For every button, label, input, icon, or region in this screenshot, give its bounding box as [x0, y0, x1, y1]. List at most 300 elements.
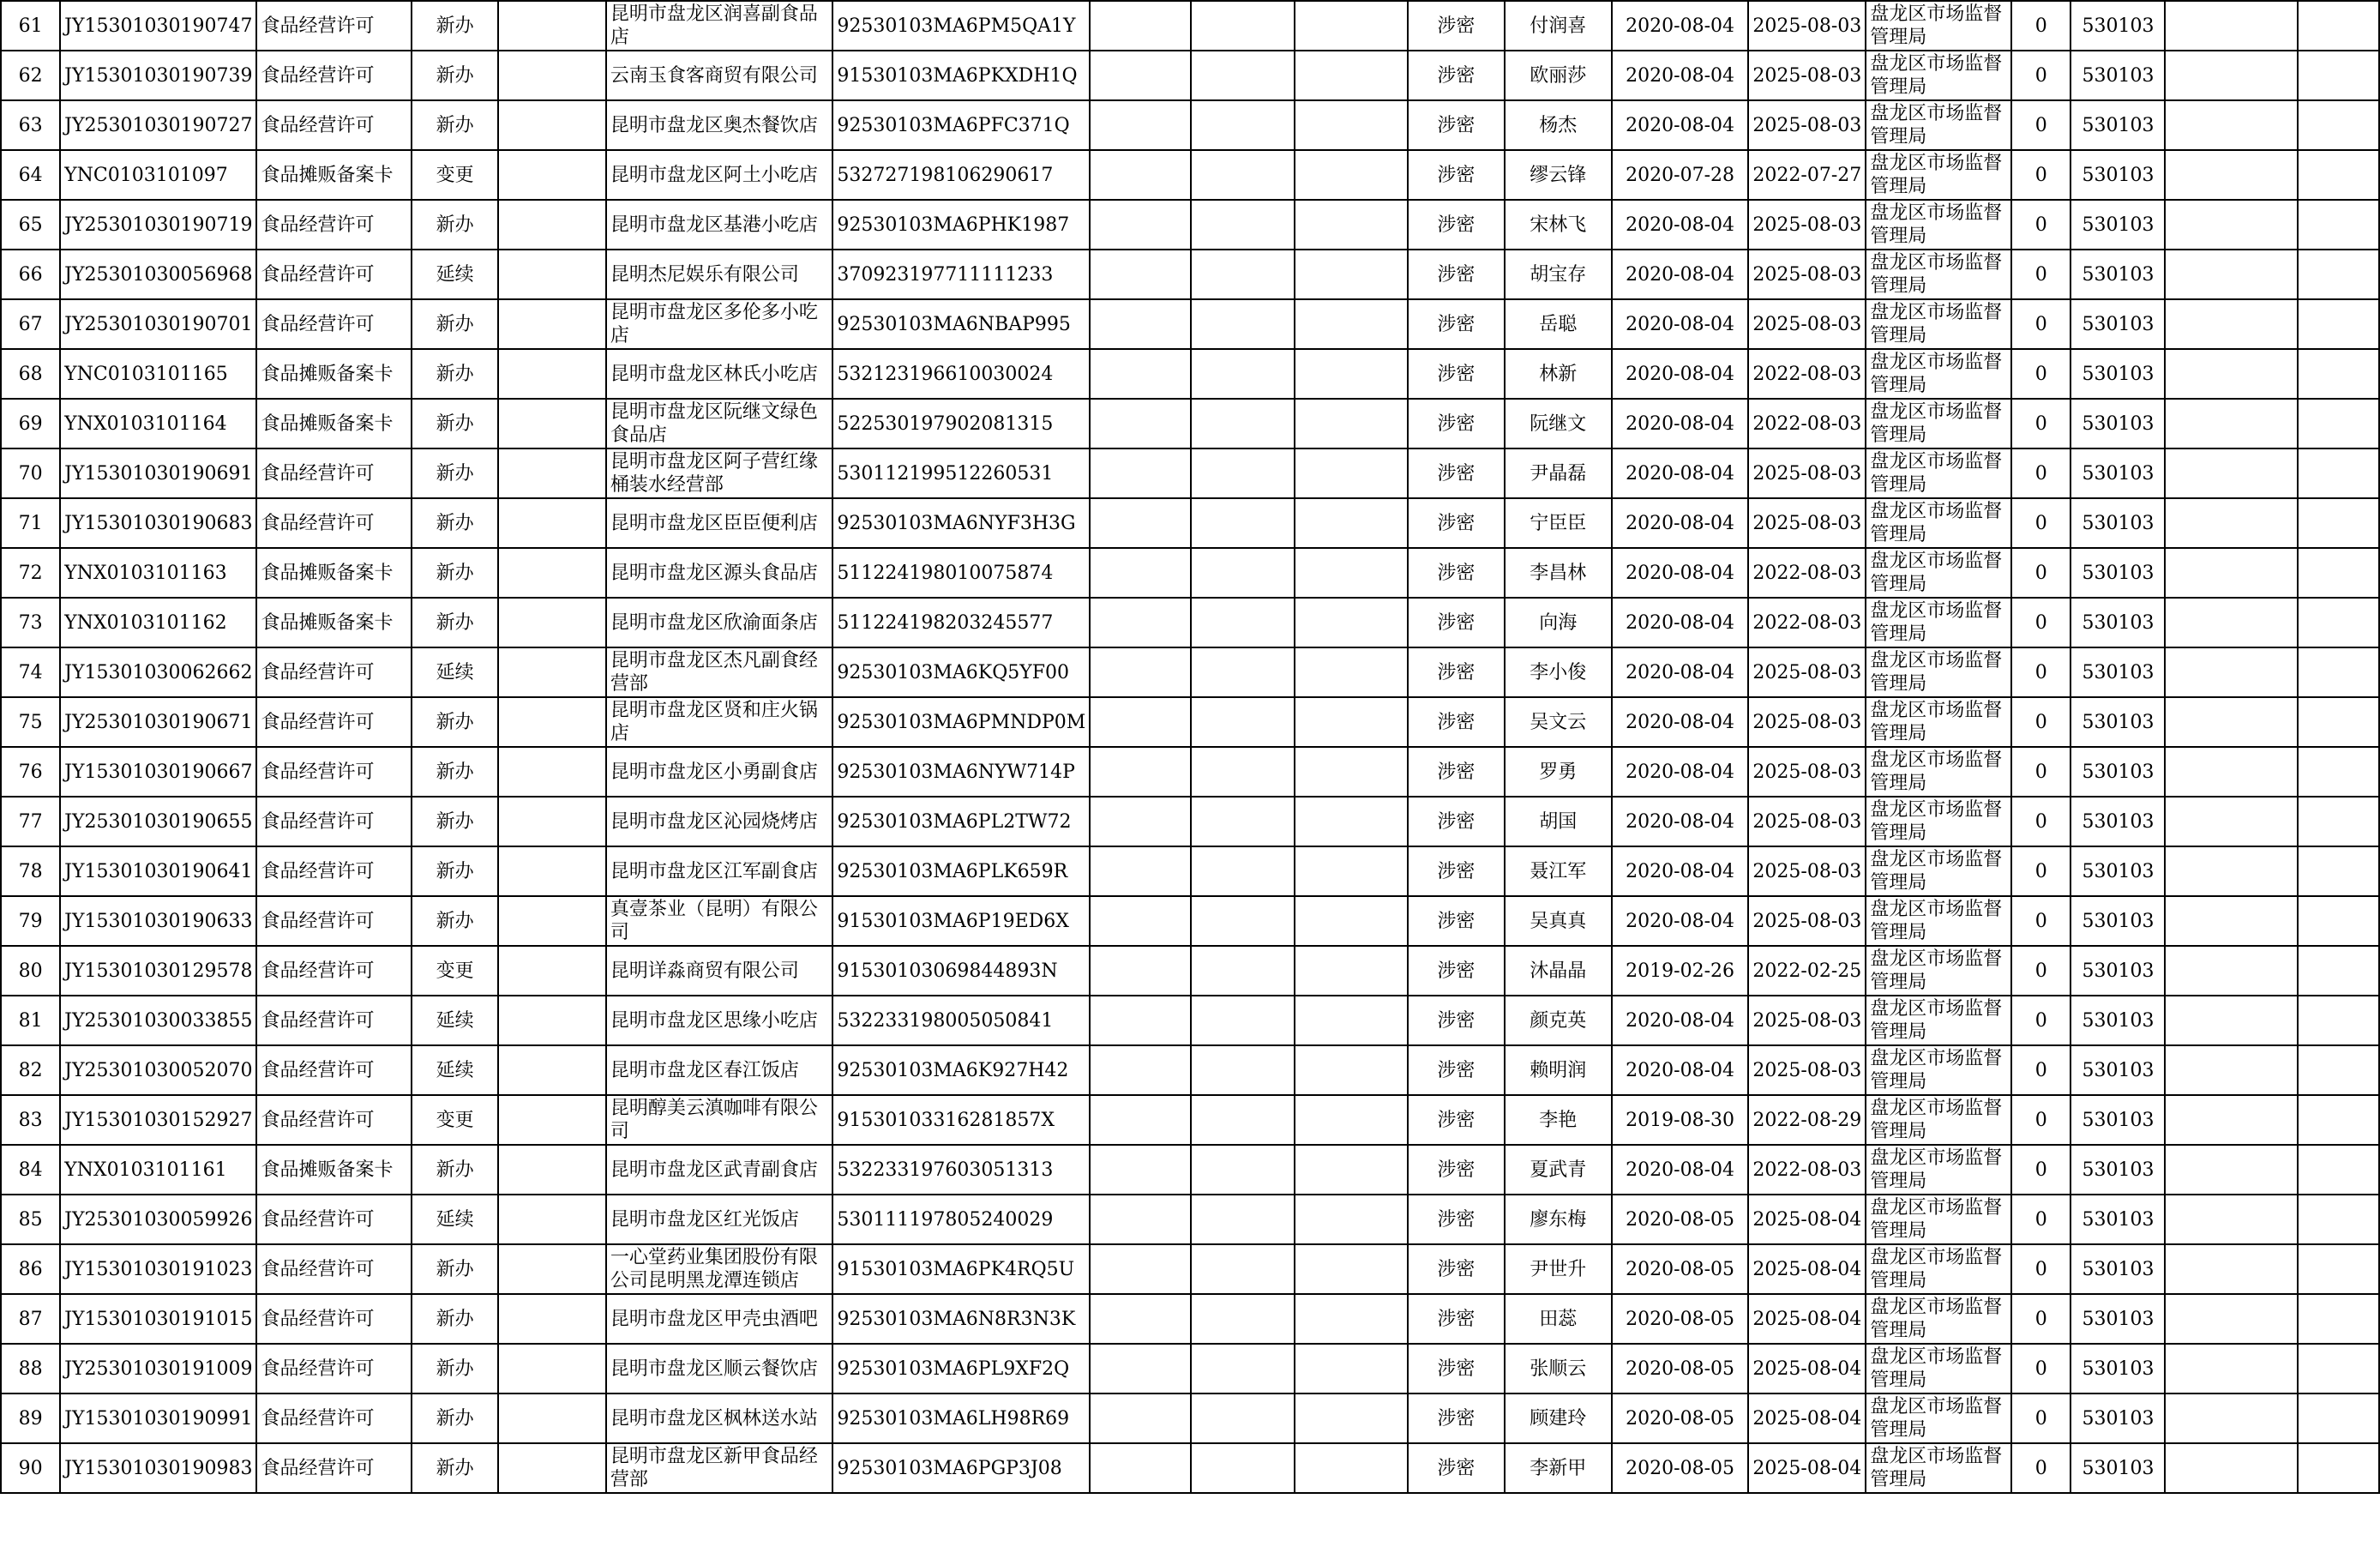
cell-legal-person[interactable]: 宋林飞	[1505, 200, 1612, 250]
cell-blank-col-8[interactable]	[1090, 1394, 1191, 1443]
cell-business-type[interactable]: 延续	[412, 647, 497, 697]
cell-row-number[interactable]: 83	[1, 1095, 60, 1145]
cell-status-code[interactable]: 0	[2011, 299, 2070, 349]
cell-blank-col-18[interactable]	[2165, 299, 2297, 349]
cell-blank-col-18[interactable]	[2165, 498, 2297, 548]
cell-business-type[interactable]: 新办	[412, 896, 497, 946]
cell-row-number[interactable]: 71	[1, 498, 60, 548]
cell-region-code[interactable]: 530103	[2070, 946, 2165, 996]
cell-region-code[interactable]: 530103	[2070, 399, 2165, 448]
cell-legal-person[interactable]: 沐晶晶	[1505, 946, 1612, 996]
cell-blank-col-19[interactable]	[2298, 1195, 2379, 1244]
cell-business-name[interactable]: 昆明市盘龙区臣臣便利店	[606, 498, 833, 548]
cell-business-type[interactable]: 新办	[412, 598, 497, 647]
cell-confidentiality[interactable]: 涉密	[1408, 1244, 1505, 1294]
cell-business-name[interactable]: 昆明市盘龙区林氏小吃店	[606, 349, 833, 399]
cell-confidentiality[interactable]: 涉密	[1408, 349, 1505, 399]
cell-credit-code[interactable]: 511224198010075874	[832, 548, 1090, 598]
cell-authority[interactable]: 盘龙区市场监督管理局	[1866, 896, 2011, 946]
cell-blank-col-9[interactable]	[1191, 51, 1295, 100]
cell-region-code[interactable]: 530103	[2070, 598, 2165, 647]
cell-authority[interactable]: 盘龙区市场监督管理局	[1866, 1294, 2011, 1344]
cell-legal-person[interactable]: 向海	[1505, 598, 1612, 647]
cell-business-type[interactable]: 新办	[412, 448, 497, 498]
cell-blank-col-8[interactable]	[1090, 299, 1191, 349]
cell-region-code[interactable]: 530103	[2070, 846, 2165, 896]
cell-blank-col-18[interactable]	[2165, 1145, 2297, 1195]
cell-valid-from[interactable]: 2020-08-04	[1612, 100, 1749, 150]
cell-valid-from[interactable]: 2020-08-04	[1612, 1145, 1749, 1195]
cell-license-type[interactable]: 食品经营许可	[256, 1045, 412, 1095]
cell-business-name[interactable]: 昆明市盘龙区多伦多小吃店	[606, 299, 833, 349]
cell-business-name[interactable]: 真壹茶业（昆明）有限公司	[606, 896, 833, 946]
cell-legal-person[interactable]: 林新	[1505, 349, 1612, 399]
cell-license-type[interactable]: 食品经营许可	[256, 299, 412, 349]
cell-blank-col-19[interactable]	[2298, 1, 2379, 51]
cell-valid-to[interactable]: 2025-08-03	[1748, 448, 1866, 498]
cell-blank-col-5[interactable]	[498, 1145, 606, 1195]
cell-blank-col-5[interactable]	[498, 896, 606, 946]
cell-blank-col-8[interactable]	[1090, 200, 1191, 250]
cell-region-code[interactable]: 530103	[2070, 1294, 2165, 1344]
cell-blank-col-19[interactable]	[2298, 548, 2379, 598]
cell-legal-person[interactable]: 尹晶磊	[1505, 448, 1612, 498]
cell-row-number[interactable]: 61	[1, 1, 60, 51]
cell-business-name[interactable]: 昆明市盘龙区江军副食店	[606, 846, 833, 896]
cell-status-code[interactable]: 0	[2011, 598, 2070, 647]
cell-row-number[interactable]: 62	[1, 51, 60, 100]
cell-confidentiality[interactable]: 涉密	[1408, 200, 1505, 250]
cell-license-type[interactable]: 食品摊贩备案卡	[256, 1145, 412, 1195]
cell-blank-col-9[interactable]	[1191, 1145, 1295, 1195]
cell-business-name[interactable]: 昆明醇美云滇咖啡有限公司	[606, 1095, 833, 1145]
cell-business-type[interactable]: 新办	[412, 200, 497, 250]
cell-status-code[interactable]: 0	[2011, 250, 2070, 299]
cell-confidentiality[interactable]: 涉密	[1408, 1294, 1505, 1344]
cell-credit-code[interactable]: 370923197711111233	[832, 250, 1090, 299]
cell-blank-col-5[interactable]	[498, 399, 606, 448]
cell-blank-col-9[interactable]	[1191, 1045, 1295, 1095]
cell-authority[interactable]: 盘龙区市场监督管理局	[1866, 797, 2011, 846]
cell-business-name[interactable]: 昆明市盘龙区枫林送水站	[606, 1394, 833, 1443]
cell-status-code[interactable]: 0	[2011, 1394, 2070, 1443]
cell-business-type[interactable]: 变更	[412, 1095, 497, 1145]
cell-valid-to[interactable]: 2025-08-04	[1748, 1394, 1866, 1443]
cell-blank-col-19[interactable]	[2298, 1045, 2379, 1095]
cell-license-number[interactable]: JY25301030033855	[60, 996, 256, 1045]
cell-region-code[interactable]: 530103	[2070, 1394, 2165, 1443]
cell-blank-col-5[interactable]	[498, 250, 606, 299]
cell-region-code[interactable]: 530103	[2070, 1095, 2165, 1145]
cell-blank-col-10[interactable]	[1295, 1394, 1408, 1443]
cell-blank-col-10[interactable]	[1295, 1344, 1408, 1394]
cell-valid-to[interactable]: 2025-08-03	[1748, 299, 1866, 349]
cell-status-code[interactable]: 0	[2011, 100, 2070, 150]
cell-region-code[interactable]: 530103	[2070, 697, 2165, 747]
cell-valid-from[interactable]: 2020-08-05	[1612, 1244, 1749, 1294]
cell-valid-to[interactable]: 2022-08-29	[1748, 1095, 1866, 1145]
cell-valid-from[interactable]: 2020-08-05	[1612, 1344, 1749, 1394]
cell-blank-col-5[interactable]	[498, 51, 606, 100]
cell-status-code[interactable]: 0	[2011, 399, 2070, 448]
cell-authority[interactable]: 盘龙区市场监督管理局	[1866, 299, 2011, 349]
cell-legal-person[interactable]: 罗勇	[1505, 747, 1612, 797]
cell-authority[interactable]: 盘龙区市场监督管理局	[1866, 1443, 2011, 1493]
cell-valid-from[interactable]: 2020-08-04	[1612, 349, 1749, 399]
cell-blank-col-9[interactable]	[1191, 647, 1295, 697]
cell-blank-col-8[interactable]	[1090, 647, 1191, 697]
cell-blank-col-5[interactable]	[498, 1195, 606, 1244]
cell-business-type[interactable]: 延续	[412, 996, 497, 1045]
cell-confidentiality[interactable]: 涉密	[1408, 896, 1505, 946]
cell-status-code[interactable]: 0	[2011, 1145, 2070, 1195]
cell-blank-col-5[interactable]	[498, 846, 606, 896]
cell-confidentiality[interactable]: 涉密	[1408, 1045, 1505, 1095]
cell-business-type[interactable]: 新办	[412, 498, 497, 548]
cell-status-code[interactable]: 0	[2011, 51, 2070, 100]
cell-credit-code[interactable]: 92530103MA6PLK659R	[832, 846, 1090, 896]
cell-valid-to[interactable]: 2025-08-03	[1748, 896, 1866, 946]
cell-confidentiality[interactable]: 涉密	[1408, 100, 1505, 150]
cell-valid-from[interactable]: 2020-08-04	[1612, 299, 1749, 349]
cell-blank-col-18[interactable]	[2165, 548, 2297, 598]
cell-status-code[interactable]: 0	[2011, 548, 2070, 598]
cell-blank-col-5[interactable]	[498, 200, 606, 250]
cell-blank-col-5[interactable]	[498, 150, 606, 200]
cell-blank-col-10[interactable]	[1295, 647, 1408, 697]
cell-region-code[interactable]: 530103	[2070, 647, 2165, 697]
cell-status-code[interactable]: 0	[2011, 996, 2070, 1045]
cell-blank-col-9[interactable]	[1191, 448, 1295, 498]
cell-business-type[interactable]: 新办	[412, 1443, 497, 1493]
cell-business-type[interactable]: 延续	[412, 1195, 497, 1244]
cell-blank-col-9[interactable]	[1191, 996, 1295, 1045]
cell-blank-col-5[interactable]	[498, 598, 606, 647]
cell-business-type[interactable]: 新办	[412, 1294, 497, 1344]
cell-valid-from[interactable]: 2020-08-05	[1612, 1294, 1749, 1344]
cell-blank-col-9[interactable]	[1191, 349, 1295, 399]
cell-blank-col-10[interactable]	[1295, 349, 1408, 399]
cell-credit-code[interactable]: 532727198106290617	[832, 150, 1090, 200]
cell-valid-to[interactable]: 2022-08-03	[1748, 548, 1866, 598]
cell-region-code[interactable]: 530103	[2070, 1145, 2165, 1195]
cell-blank-col-18[interactable]	[2165, 399, 2297, 448]
cell-business-type[interactable]: 新办	[412, 1244, 497, 1294]
cell-business-name[interactable]: 昆明市盘龙区思缘小吃店	[606, 996, 833, 1045]
cell-license-type[interactable]: 食品经营许可	[256, 996, 412, 1045]
cell-blank-col-8[interactable]	[1090, 1443, 1191, 1493]
cell-status-code[interactable]: 0	[2011, 896, 2070, 946]
cell-valid-to[interactable]: 2025-08-03	[1748, 846, 1866, 896]
cell-blank-col-9[interactable]	[1191, 1443, 1295, 1493]
cell-blank-col-10[interactable]	[1295, 896, 1408, 946]
cell-valid-from[interactable]: 2020-08-04	[1612, 797, 1749, 846]
cell-confidentiality[interactable]: 涉密	[1408, 1394, 1505, 1443]
cell-authority[interactable]: 盘龙区市场监督管理局	[1866, 498, 2011, 548]
cell-credit-code[interactable]: 511224198203245577	[832, 598, 1090, 647]
cell-blank-col-18[interactable]	[2165, 996, 2297, 1045]
cell-region-code[interactable]: 530103	[2070, 299, 2165, 349]
cell-confidentiality[interactable]: 涉密	[1408, 1095, 1505, 1145]
cell-blank-col-19[interactable]	[2298, 747, 2379, 797]
cell-blank-col-10[interactable]	[1295, 1095, 1408, 1145]
cell-credit-code[interactable]: 92530103MA6PHK1987	[832, 200, 1090, 250]
cell-row-number[interactable]: 85	[1, 1195, 60, 1244]
cell-business-name[interactable]: 昆明市盘龙区春江饭店	[606, 1045, 833, 1095]
cell-confidentiality[interactable]: 涉密	[1408, 598, 1505, 647]
cell-blank-col-19[interactable]	[2298, 896, 2379, 946]
cell-valid-from[interactable]: 2020-08-04	[1612, 996, 1749, 1045]
cell-legal-person[interactable]: 夏武青	[1505, 1145, 1612, 1195]
cell-blank-col-19[interactable]	[2298, 1244, 2379, 1294]
cell-license-type[interactable]: 食品经营许可	[256, 498, 412, 548]
cell-row-number[interactable]: 87	[1, 1294, 60, 1344]
cell-row-number[interactable]: 69	[1, 399, 60, 448]
cell-valid-from[interactable]: 2020-08-04	[1612, 51, 1749, 100]
cell-valid-to[interactable]: 2025-08-03	[1748, 1045, 1866, 1095]
cell-blank-col-5[interactable]	[498, 1294, 606, 1344]
cell-region-code[interactable]: 530103	[2070, 51, 2165, 100]
cell-blank-col-8[interactable]	[1090, 896, 1191, 946]
cell-license-number[interactable]: JY25301030059926	[60, 1195, 256, 1244]
cell-business-type[interactable]: 延续	[412, 250, 497, 299]
cell-license-number[interactable]: JY15301030129578	[60, 946, 256, 996]
cell-license-number[interactable]: JY25301030056968	[60, 250, 256, 299]
cell-valid-to[interactable]: 2025-08-04	[1748, 1244, 1866, 1294]
cell-region-code[interactable]: 530103	[2070, 797, 2165, 846]
cell-business-type[interactable]: 新办	[412, 399, 497, 448]
cell-authority[interactable]: 盘龙区市场监督管理局	[1866, 647, 2011, 697]
cell-valid-to[interactable]: 2022-08-03	[1748, 349, 1866, 399]
cell-blank-col-19[interactable]	[2298, 51, 2379, 100]
cell-blank-col-19[interactable]	[2298, 1443, 2379, 1493]
cell-credit-code[interactable]: 91530103MA6PK4RQ5U	[832, 1244, 1090, 1294]
cell-business-name[interactable]: 昆明市盘龙区沁园烧烤店	[606, 797, 833, 846]
cell-region-code[interactable]: 530103	[2070, 1195, 2165, 1244]
cell-confidentiality[interactable]: 涉密	[1408, 697, 1505, 747]
cell-blank-col-9[interactable]	[1191, 200, 1295, 250]
cell-confidentiality[interactable]: 涉密	[1408, 1443, 1505, 1493]
cell-blank-col-8[interactable]	[1090, 697, 1191, 747]
cell-valid-to[interactable]: 2025-08-04	[1748, 1195, 1866, 1244]
cell-license-type[interactable]: 食品经营许可	[256, 697, 412, 747]
cell-legal-person[interactable]: 胡国	[1505, 797, 1612, 846]
cell-blank-col-19[interactable]	[2298, 200, 2379, 250]
cell-valid-from[interactable]: 2020-08-04	[1612, 647, 1749, 697]
cell-license-type[interactable]: 食品经营许可	[256, 51, 412, 100]
cell-credit-code[interactable]: 92530103MA6K927H42	[832, 1045, 1090, 1095]
cell-row-number[interactable]: 84	[1, 1145, 60, 1195]
cell-row-number[interactable]: 68	[1, 349, 60, 399]
cell-row-number[interactable]: 63	[1, 100, 60, 150]
cell-valid-from[interactable]: 2020-08-05	[1612, 1443, 1749, 1493]
cell-row-number[interactable]: 75	[1, 697, 60, 747]
cell-blank-col-10[interactable]	[1295, 1, 1408, 51]
cell-license-type[interactable]: 食品经营许可	[256, 647, 412, 697]
cell-business-name[interactable]: 昆明市盘龙区阮继文绿色食品店	[606, 399, 833, 448]
cell-blank-col-19[interactable]	[2298, 150, 2379, 200]
cell-license-type[interactable]: 食品经营许可	[256, 1294, 412, 1344]
cell-valid-to[interactable]: 2022-08-03	[1748, 1145, 1866, 1195]
cell-license-type[interactable]: 食品经营许可	[256, 1244, 412, 1294]
cell-license-type[interactable]: 食品摊贩备案卡	[256, 399, 412, 448]
cell-blank-col-8[interactable]	[1090, 996, 1191, 1045]
cell-confidentiality[interactable]: 涉密	[1408, 846, 1505, 896]
cell-blank-col-5[interactable]	[498, 498, 606, 548]
cell-valid-to[interactable]: 2025-08-03	[1748, 200, 1866, 250]
cell-valid-from[interactable]: 2020-08-04	[1612, 548, 1749, 598]
cell-credit-code[interactable]: 92530103MA6N8R3N3K	[832, 1294, 1090, 1344]
cell-business-name[interactable]: 昆明市盘龙区顺云餐饮店	[606, 1344, 833, 1394]
cell-blank-col-19[interactable]	[2298, 946, 2379, 996]
cell-license-number[interactable]: JY15301030152927	[60, 1095, 256, 1145]
cell-region-code[interactable]: 530103	[2070, 349, 2165, 399]
cell-blank-col-9[interactable]	[1191, 150, 1295, 200]
cell-valid-to[interactable]: 2025-08-03	[1748, 1, 1866, 51]
cell-business-type[interactable]: 变更	[412, 946, 497, 996]
cell-confidentiality[interactable]: 涉密	[1408, 946, 1505, 996]
cell-blank-col-18[interactable]	[2165, 1294, 2297, 1344]
cell-credit-code[interactable]: 91530103MA6P19ED6X	[832, 896, 1090, 946]
cell-legal-person[interactable]: 顾建玲	[1505, 1394, 1612, 1443]
cell-valid-from[interactable]: 2020-08-04	[1612, 200, 1749, 250]
cell-blank-col-19[interactable]	[2298, 349, 2379, 399]
cell-valid-to[interactable]: 2025-08-03	[1748, 747, 1866, 797]
cell-blank-col-18[interactable]	[2165, 647, 2297, 697]
cell-valid-from[interactable]: 2020-08-04	[1612, 1, 1749, 51]
cell-license-type[interactable]: 食品经营许可	[256, 200, 412, 250]
cell-valid-to[interactable]: 2025-08-03	[1748, 647, 1866, 697]
cell-valid-to[interactable]: 2022-08-03	[1748, 399, 1866, 448]
cell-blank-col-5[interactable]	[498, 797, 606, 846]
cell-valid-to[interactable]: 2025-08-03	[1748, 697, 1866, 747]
cell-legal-person[interactable]: 李艳	[1505, 1095, 1612, 1145]
cell-authority[interactable]: 盘龙区市场监督管理局	[1866, 697, 2011, 747]
cell-business-name[interactable]: 昆明市盘龙区奥杰餐饮店	[606, 100, 833, 150]
cell-region-code[interactable]: 530103	[2070, 1443, 2165, 1493]
cell-authority[interactable]: 盘龙区市场监督管理局	[1866, 1045, 2011, 1095]
cell-region-code[interactable]: 530103	[2070, 150, 2165, 200]
cell-status-code[interactable]: 0	[2011, 846, 2070, 896]
cell-license-number[interactable]: JY25301030190655	[60, 797, 256, 846]
cell-blank-col-9[interactable]	[1191, 1, 1295, 51]
cell-blank-col-8[interactable]	[1090, 150, 1191, 200]
cell-status-code[interactable]: 0	[2011, 747, 2070, 797]
cell-blank-col-10[interactable]	[1295, 100, 1408, 150]
cell-valid-to[interactable]: 2025-08-03	[1748, 51, 1866, 100]
cell-row-number[interactable]: 78	[1, 846, 60, 896]
cell-credit-code[interactable]: 532123196610030024	[832, 349, 1090, 399]
cell-status-code[interactable]: 0	[2011, 150, 2070, 200]
cell-license-number[interactable]: JY15301030191023	[60, 1244, 256, 1294]
cell-status-code[interactable]: 0	[2011, 448, 2070, 498]
cell-blank-col-5[interactable]	[498, 349, 606, 399]
cell-license-type[interactable]: 食品经营许可	[256, 1394, 412, 1443]
cell-credit-code[interactable]: 522530197902081315	[832, 399, 1090, 448]
cell-row-number[interactable]: 82	[1, 1045, 60, 1095]
cell-license-number[interactable]: YNX0103101161	[60, 1145, 256, 1195]
cell-license-number[interactable]: YNX0103101164	[60, 399, 256, 448]
cell-authority[interactable]: 盘龙区市场监督管理局	[1866, 747, 2011, 797]
cell-status-code[interactable]: 0	[2011, 1195, 2070, 1244]
cell-authority[interactable]: 盘龙区市场监督管理局	[1866, 548, 2011, 598]
cell-blank-col-18[interactable]	[2165, 448, 2297, 498]
cell-credit-code[interactable]: 92530103MA6PGP3J08	[832, 1443, 1090, 1493]
cell-authority[interactable]: 盘龙区市场监督管理局	[1866, 100, 2011, 150]
cell-blank-col-5[interactable]	[498, 647, 606, 697]
cell-business-type[interactable]: 新办	[412, 697, 497, 747]
cell-business-name[interactable]: 昆明市盘龙区润喜副食品店	[606, 1, 833, 51]
cell-legal-person[interactable]: 胡宝存	[1505, 250, 1612, 299]
cell-authority[interactable]: 盘龙区市场监督管理局	[1866, 1394, 2011, 1443]
cell-business-type[interactable]: 新办	[412, 100, 497, 150]
cell-license-number[interactable]: JY25301030191009	[60, 1344, 256, 1394]
cell-legal-person[interactable]: 岳聪	[1505, 299, 1612, 349]
cell-valid-to[interactable]: 2022-02-25	[1748, 946, 1866, 996]
cell-blank-col-9[interactable]	[1191, 299, 1295, 349]
cell-valid-to[interactable]: 2025-08-04	[1748, 1294, 1866, 1344]
cell-blank-col-8[interactable]	[1090, 1244, 1191, 1294]
cell-blank-col-18[interactable]	[2165, 51, 2297, 100]
cell-blank-col-19[interactable]	[2298, 697, 2379, 747]
cell-status-code[interactable]: 0	[2011, 797, 2070, 846]
cell-blank-col-5[interactable]	[498, 747, 606, 797]
cell-status-code[interactable]: 0	[2011, 647, 2070, 697]
cell-valid-from[interactable]: 2020-08-04	[1612, 747, 1749, 797]
cell-credit-code[interactable]: 92530103MA6NYF3H3G	[832, 498, 1090, 548]
cell-status-code[interactable]: 0	[2011, 697, 2070, 747]
cell-blank-col-5[interactable]	[498, 1443, 606, 1493]
cell-valid-to[interactable]: 2025-08-04	[1748, 1344, 1866, 1394]
cell-region-code[interactable]: 530103	[2070, 548, 2165, 598]
cell-valid-from[interactable]: 2020-08-04	[1612, 498, 1749, 548]
cell-blank-col-18[interactable]	[2165, 1, 2297, 51]
cell-blank-col-18[interactable]	[2165, 747, 2297, 797]
cell-authority[interactable]: 盘龙区市场监督管理局	[1866, 200, 2011, 250]
cell-blank-col-10[interactable]	[1295, 1294, 1408, 1344]
cell-business-name[interactable]: 昆明市盘龙区武青副食店	[606, 1145, 833, 1195]
cell-blank-col-9[interactable]	[1191, 598, 1295, 647]
cell-row-number[interactable]: 77	[1, 797, 60, 846]
cell-legal-person[interactable]: 颜克英	[1505, 996, 1612, 1045]
cell-confidentiality[interactable]: 涉密	[1408, 996, 1505, 1045]
cell-blank-col-10[interactable]	[1295, 150, 1408, 200]
cell-valid-from[interactable]: 2020-08-05	[1612, 1394, 1749, 1443]
cell-blank-col-18[interactable]	[2165, 100, 2297, 150]
cell-blank-col-9[interactable]	[1191, 100, 1295, 150]
cell-region-code[interactable]: 530103	[2070, 1045, 2165, 1095]
cell-credit-code[interactable]: 92530103MA6PFC371Q	[832, 100, 1090, 150]
cell-blank-col-8[interactable]	[1090, 100, 1191, 150]
cell-status-code[interactable]: 0	[2011, 946, 2070, 996]
cell-license-type[interactable]: 食品经营许可	[256, 1344, 412, 1394]
cell-authority[interactable]: 盘龙区市场监督管理局	[1866, 349, 2011, 399]
cell-authority[interactable]: 盘龙区市场监督管理局	[1866, 996, 2011, 1045]
cell-region-code[interactable]: 530103	[2070, 250, 2165, 299]
cell-row-number[interactable]: 86	[1, 1244, 60, 1294]
cell-blank-col-8[interactable]	[1090, 1, 1191, 51]
cell-business-name[interactable]: 昆明市盘龙区基港小吃店	[606, 200, 833, 250]
cell-blank-col-19[interactable]	[2298, 1145, 2379, 1195]
cell-row-number[interactable]: 90	[1, 1443, 60, 1493]
cell-license-number[interactable]: YNX0103101162	[60, 598, 256, 647]
cell-valid-from[interactable]: 2020-08-04	[1612, 697, 1749, 747]
cell-valid-from[interactable]: 2020-08-04	[1612, 250, 1749, 299]
cell-business-name[interactable]: 昆明市盘龙区甲壳虫酒吧	[606, 1294, 833, 1344]
cell-authority[interactable]: 盘龙区市场监督管理局	[1866, 51, 2011, 100]
cell-blank-col-19[interactable]	[2298, 1344, 2379, 1394]
cell-status-code[interactable]: 0	[2011, 1045, 2070, 1095]
